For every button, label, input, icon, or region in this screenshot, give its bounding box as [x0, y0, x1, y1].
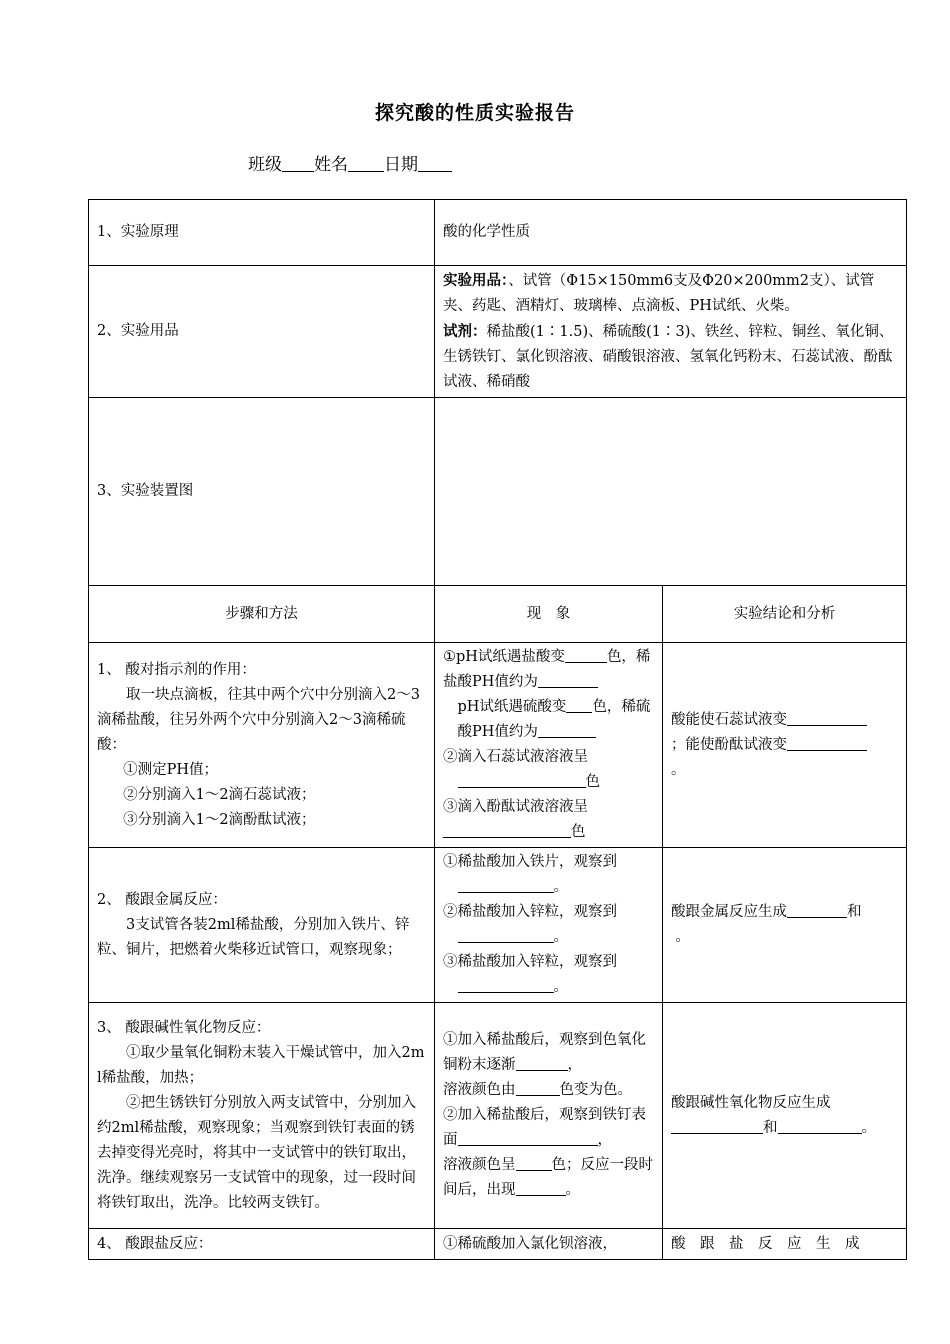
exp1-blank-litmus — [458, 773, 586, 788]
exp1-p4: ③滴入酚酞试液溶液呈 — [443, 799, 588, 815]
exp4-row — [89, 1229, 907, 1260]
equipment-text: 、试管（Φ15×150mm6支及Φ20×200mm2支）、试管夹、药匙、酒精灯、玻璃棒、点滴板、PH试纸、火柴。 — [443, 273, 875, 314]
exp1-phenomena — [435, 643, 663, 848]
exp3-blank-later — [516, 1181, 566, 1196]
report-table — [88, 199, 907, 1260]
exp1-p1a: ①pH试纸遇盐酸变 — [443, 649, 565, 665]
exp1-p1b: 色，稀盐酸PH值约为 — [443, 649, 651, 690]
apparatus-diagram-area — [435, 398, 907, 586]
exp1-p2a: pH试纸遇硫酸变 — [457, 699, 567, 715]
exp3-steps — [89, 1003, 435, 1229]
exp1-blank-h2so4-ph — [538, 723, 596, 738]
exp1-desc: 取一块点滴板，往其中两个穴中分别滴入2～3滴稀盐酸，往另外两个穴中分别滴入2～3滴稀硫酸： — [97, 686, 420, 753]
exp3-blank-c2 — [778, 1119, 862, 1134]
exp3-blank-solution-color — [516, 1156, 552, 1171]
conclusion-header: 实验结论和分析 — [663, 586, 907, 643]
supplies-label: 2、实验用品 — [89, 266, 435, 398]
exp3-row — [89, 1003, 907, 1229]
exp4-phenomena: ①稀硫酸加入氯化钡溶液， — [435, 1229, 663, 1260]
apparatus-row — [89, 398, 907, 586]
exp2-blank-1 — [458, 878, 554, 893]
exp1-title: 1、 酸对指示剂的作用： — [97, 661, 256, 678]
exp3-c2: 和 — [763, 1119, 778, 1136]
exp3-p2c: 溶液颜色呈 — [443, 1157, 516, 1173]
exp3-c3: 。 — [861, 1119, 876, 1136]
exp1-step3: ③分别滴入1～2滴酚酞试液； — [123, 811, 316, 828]
apparatus-label: 3、实验装置图 — [89, 398, 435, 586]
exp2-c1: 酸跟金属反应生成 — [671, 904, 787, 920]
principle-label: 1、实验原理 — [89, 200, 435, 266]
exp2-title: 2、 酸跟金属反应： — [97, 891, 227, 908]
exp3-c1: 酸跟碱性氧化物反应生成 — [671, 1094, 831, 1111]
name-label: 姓名 — [314, 155, 348, 175]
class-label: 班级 — [248, 155, 282, 175]
exp2-phenomena — [435, 848, 663, 1003]
exp3-step2: ②把生锈铁钉分别放入两支试管中，分别加入约2ml稀盐酸，观察现象；当观察到铁钉表面的锈去掉变得光亮时，将其中一支试管中的铁钉取出，洗净。继续观察另一支试管中的现象，过一段时间将铁钉取出，洗净。比较两支铁钉。 — [97, 1094, 416, 1211]
date-blank — [418, 155, 452, 172]
principle-row — [89, 200, 907, 266]
exp4-conclusion: 酸 跟 盐 反 应 生 成 — [663, 1229, 907, 1260]
exp4-steps: 4、 酸跟盐反应： — [89, 1229, 435, 1260]
phenomena-header: 现 象 — [435, 586, 663, 643]
exp1-c1: 酸能使石蕊试液变 — [671, 711, 787, 728]
exp3-p1c: ， — [567, 1057, 582, 1073]
exp3-conclusion — [663, 1003, 907, 1229]
exp3-p1d: 溶液颜色由 — [443, 1082, 516, 1098]
exp1-blank-hcl-color — [565, 648, 607, 663]
exp1-p3: ②滴入石蕊试液溶液呈 — [443, 749, 588, 765]
exp3-blank-nail-surface — [458, 1131, 598, 1146]
exp1-blank-h2so4-color — [566, 698, 592, 713]
exp2-c2: 和 — [847, 904, 862, 920]
exp3-blank-c1 — [671, 1119, 763, 1134]
exp1-step1: ①测定PH值； — [123, 761, 218, 778]
exp2-p3: ③稀盐酸加入锌粒，观察到 — [443, 954, 617, 970]
exp2-desc: 3支试管各装2ml稀盐酸，分别加入铁片、锌粒、铜片，把燃着火柴移近试管口，观察现象； — [97, 916, 410, 958]
exp3-p1f: 色。 — [603, 1082, 632, 1098]
exp3-blank-cuo — [516, 1056, 568, 1071]
exp1-p4end: 色 — [571, 824, 586, 840]
exp2-dot-1: 。 — [553, 879, 568, 895]
exp3-step1: ①取少量氧化铜粉末装入干燥试管中，加入2ml稀盐酸，加热； — [97, 1044, 425, 1086]
reagent-text: 稀盐酸(1∶1.5)、稀硫酸(1∶3)、铁丝、锌粒、铜丝、氧化铜、生锈铁钉、氯化钡溶液、硝酸银溶液、氢氧化钙粉末、石蕊试液、酚酞试液、稀硝酸 — [443, 324, 894, 390]
exp1-blank-c2 — [787, 736, 867, 751]
exp3-blank-from-color — [516, 1081, 560, 1096]
exp2-blank-2 — [458, 928, 554, 943]
exp2-conclusion — [663, 848, 907, 1003]
equipment-heading: 实验用品： — [443, 272, 509, 289]
exp3-p2b: ， — [597, 1132, 612, 1148]
student-info-line — [248, 150, 452, 175]
exp1-p3end: 色 — [585, 774, 600, 790]
exp3-p1a: ①加入稀盐酸后，观察到 — [443, 1032, 603, 1048]
exp3-p2d: 色；反应一段时间后，出现 — [443, 1157, 653, 1198]
exp1-conclusion — [663, 643, 907, 848]
exp2-c3: 。 — [675, 929, 690, 945]
exp2-dot-2: 。 — [553, 929, 568, 945]
exp3-p1b: 色氧化铜粉末逐渐 — [443, 1032, 646, 1073]
exp2-row — [89, 848, 907, 1003]
exp2-blank-3 — [458, 978, 554, 993]
name-blank — [348, 155, 384, 172]
exp3-p1e: 色变为 — [559, 1082, 603, 1098]
exp1-step2: ②分别滴入1～2滴石蕊试液； — [123, 786, 316, 803]
class-blank — [282, 155, 314, 172]
exp1-blank-c1 — [787, 711, 867, 726]
exp1-c3: 。 — [671, 761, 686, 778]
reagent-heading: 试剂： — [443, 323, 487, 340]
exp1-row — [89, 643, 907, 848]
column-header-row — [89, 586, 907, 643]
supplies-row — [89, 266, 907, 398]
exp1-blank-hcl-ph — [538, 673, 598, 688]
principle-value: 酸的化学性质 — [435, 200, 907, 266]
exp3-title: 3、 酸跟碱性氧化物反应： — [97, 1019, 271, 1036]
exp1-p2b: 色，稀硫酸PH值约为 — [457, 699, 651, 740]
exp1-blank-phenol — [443, 823, 571, 838]
exp2-p1: ①稀盐酸加入铁片，观察到 — [443, 854, 617, 870]
page-title: 探究酸的性质实验报告 — [374, 102, 575, 124]
exp3-phenomena — [435, 1003, 663, 1229]
exp3-p2a: ②加入稀盐酸后，观察到铁钉表面 — [443, 1107, 646, 1148]
exp3-p2e: 。 — [565, 1182, 580, 1198]
exp2-dot-3: 。 — [553, 979, 568, 995]
exp1-c2: ；能使酚酞试液变 — [671, 736, 787, 753]
exp1-steps — [89, 643, 435, 848]
exp2-steps — [89, 848, 435, 1003]
steps-header: 步骤和方法 — [89, 586, 435, 643]
date-label: 日期 — [384, 155, 418, 175]
supplies-value — [435, 266, 907, 398]
exp2-blank-c1 — [787, 903, 847, 918]
exp2-p2: ②稀盐酸加入锌粒，观察到 — [443, 904, 617, 920]
